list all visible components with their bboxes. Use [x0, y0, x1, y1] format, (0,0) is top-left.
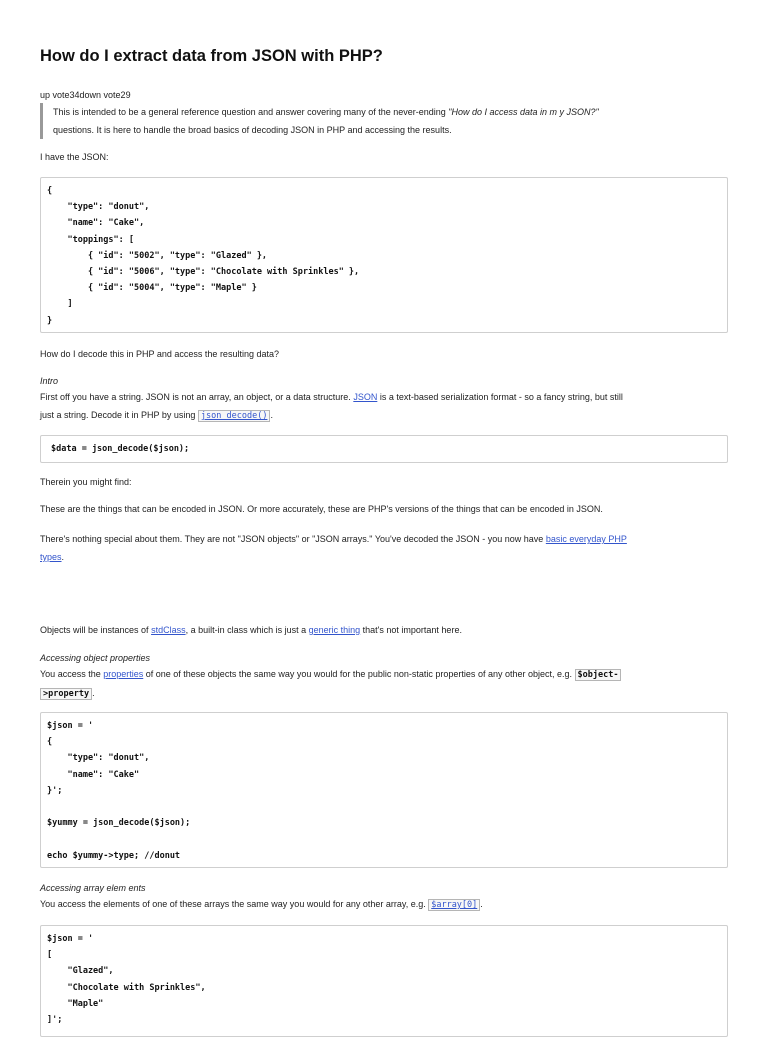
code-line: [47, 831, 727, 847]
access-object-heading: Accessing object properties: [40, 653, 151, 663]
code-line: }: [47, 315, 53, 326]
code-line: $json = ': [47, 721, 94, 731]
code-line: "Maple": [47, 998, 104, 1009]
code-line: [: [47, 950, 53, 961]
json-decode-link[interactable]: json_decode(): [198, 410, 271, 422]
have-json-text: I have the JSON:: [40, 152, 109, 162]
properties-link[interactable]: properties: [103, 669, 144, 679]
vote-counts: up vote34down vote29: [40, 90, 131, 100]
quote-italic: "How do I access data in m y JSON?": [448, 107, 599, 117]
intro-paragraph: First off you have a string. JSON is not an array, an object, or a data structure. JSON is a text-based serialization format - so a fancy string, but still just a string. Decode it in PHP by using json_decode() .: [40, 392, 623, 421]
things-text: These are the things that can be encoded in JSON. Or more accurately, these are PHP's versions of the things that can be encoded in JSON.: [40, 504, 603, 514]
code-line: { "id": "5002", "type": "Glazed" },: [47, 250, 268, 261]
object-code-block: [40, 712, 728, 868]
intro-heading: Intro: [40, 376, 59, 386]
question-blockquote: [40, 103, 733, 139]
code-line: "type": "donut",: [47, 202, 150, 213]
code-line: "Glazed",: [47, 966, 114, 977]
generic-thing-link[interactable]: generic thing: [308, 625, 361, 635]
object-property-code: $object-: [575, 669, 622, 681]
basic-types-link[interactable]: basic everyday PHP: [545, 534, 627, 544]
json-link[interactable]: JSON: [353, 392, 378, 402]
code-line: "name": "Cake",: [47, 218, 145, 229]
nothing-special-paragraph: There's nothing special about them. They are not "JSON objects" or "JSON arrays." You've decoded the JSON - you now have basic everyday PHP types.: [40, 534, 627, 562]
access-array-paragraph: You access the elements of one of these arrays the same way you would for any other array, e.g. $array[0] .: [40, 899, 483, 910]
code-line: {: [47, 737, 53, 748]
array-index-link[interactable]: $array[0]: [428, 899, 480, 911]
therein-text: Therein you might find:: [40, 477, 132, 487]
code-line: "toppings": [: [47, 234, 134, 245]
code-line: { "id": "5004", "type": "Maple" }: [47, 283, 257, 294]
how-decode-text: How do I decode this in PHP and access the resulting data?: [40, 349, 279, 359]
access-array-heading: Accessing array elem ents: [40, 883, 146, 893]
code-line: [47, 799, 727, 815]
code-line: $json = ': [47, 934, 94, 944]
code-line: "type": "donut",: [47, 753, 150, 764]
stdclass-link[interactable]: stdClass: [151, 625, 186, 635]
objects-paragraph: Objects will be instances of stdClass, a built-in class which is just a generic thing that's not important here.: [40, 625, 462, 635]
object-property-code-cont: >property: [40, 688, 92, 700]
code-line: echo $yummy->type; //donut: [47, 850, 181, 861]
basic-types-link-cont[interactable]: types: [40, 552, 62, 562]
code-line: {: [47, 186, 53, 196]
code-line: "Chocolate with Sprinkles",: [47, 982, 206, 993]
decode-code-block: [40, 435, 728, 463]
quote-text: This is intended to be a general reference question and answer covering many of the never-ending: [53, 107, 449, 117]
json-code-block: [40, 177, 728, 333]
code-line: }';: [47, 785, 63, 796]
access-object-paragraph: You access the properties of one of these objects the same way you would for the public non-static properties of any other object, e.g. $object- >property .: [40, 665, 730, 703]
code-line: ]';: [47, 1014, 63, 1025]
code-line: { "id": "5006", "type": "Chocolate with Sprinkles" },: [47, 266, 360, 277]
array-code-block: [40, 925, 728, 1037]
code-line: "name": "Cake": [47, 769, 140, 780]
code-line: $yummy = json_decode($json);: [47, 818, 191, 829]
code-line: $data = json_decode($json);: [51, 444, 190, 454]
quote-line2: questions. It is here to handle the broad basics of decoding JSON in PHP and accessing the results.: [53, 125, 452, 135]
code-line: ]: [47, 299, 73, 310]
page-title: How do I extract data from JSON with PHP?: [40, 47, 383, 65]
